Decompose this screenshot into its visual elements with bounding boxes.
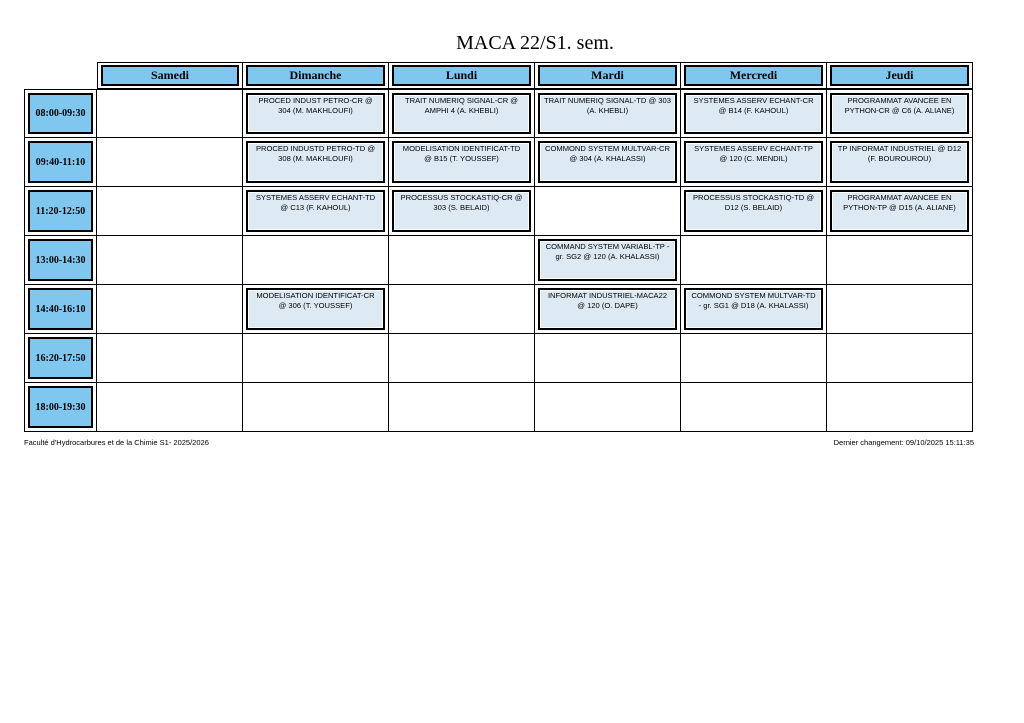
schedule-cell	[535, 138, 681, 187]
schedule-cell	[243, 334, 389, 383]
schedule-cell	[535, 285, 681, 334]
time-slot-cell	[24, 187, 97, 236]
course-entry[interactable]: SYSTEMES ASSERV ECHANT-TP @ 120 (C. MENDIL)	[684, 141, 823, 183]
schedule-cell	[243, 89, 389, 138]
schedule-cell	[827, 187, 973, 236]
footer-last-change: Dernier changement: 09/10/2025 15:11:35	[833, 438, 974, 447]
schedule-cell	[827, 89, 973, 138]
day-header: Lundi	[392, 65, 531, 86]
page-title: MACA 22/S1. sem.	[456, 32, 614, 54]
schedule-cell	[389, 89, 535, 138]
schedule-cell	[535, 236, 681, 285]
course-entry[interactable]: INFORMAT INDUSTRIEL-MACA22 @ 120 (O. DAPE)	[538, 288, 677, 330]
time-slot: 09:40-11:10	[28, 141, 93, 183]
schedule-cell	[243, 236, 389, 285]
day-header: Mercredi	[684, 65, 823, 86]
course-entry[interactable]: COMMOND SYSTEM MULTVAR-CR @ 304 (A. KHALASSI)	[538, 141, 677, 183]
time-slot-cell	[24, 138, 97, 187]
time-slot-cell	[24, 89, 97, 138]
schedule-cell	[97, 138, 243, 187]
schedule-cell	[389, 138, 535, 187]
time-slot-cell	[24, 334, 97, 383]
day-header-cell	[827, 62, 973, 89]
schedule-cell	[681, 187, 827, 236]
day-header: Jeudi	[830, 65, 969, 86]
schedule-cell	[535, 383, 681, 432]
schedule-cell	[681, 89, 827, 138]
time-slot: 08:00-09:30	[28, 93, 93, 134]
timetable-grid	[24, 62, 973, 432]
schedule-cell	[97, 383, 243, 432]
schedule-cell	[827, 236, 973, 285]
course-entry[interactable]: PROCED INDUST PETRO-CR @ 304 (M. MAKHLOUFI)	[246, 93, 385, 134]
schedule-cell	[243, 383, 389, 432]
grid-corner	[24, 62, 97, 89]
schedule-cell	[389, 334, 535, 383]
schedule-cell	[389, 383, 535, 432]
schedule-cell	[97, 236, 243, 285]
schedule-cell	[535, 89, 681, 138]
schedule-cell	[827, 138, 973, 187]
course-entry[interactable]: MODELISATION IDENTIFICAT-TD @ B15 (T. YOUSSEF)	[392, 141, 531, 183]
schedule-cell	[827, 383, 973, 432]
schedule-cell	[389, 236, 535, 285]
schedule-cell	[243, 138, 389, 187]
schedule-cell	[97, 334, 243, 383]
schedule-cell	[97, 285, 243, 334]
footer-faculty: Faculté d'Hydrocarbures et de la Chimie S1- 2025/2026	[24, 438, 209, 447]
course-entry[interactable]: TP INFORMAT INDUSTRIEL @ D12 (F. BOUROUROU)	[830, 141, 969, 183]
course-entry[interactable]: TRAIT NUMERIQ SIGNAL-TD @ 303 (A. KHEBLI)	[538, 93, 677, 134]
course-entry[interactable]: COMMOND SYSTEM MULTVAR-TD - gr. SG1 @ D18 (A. KHALASSI)	[684, 288, 823, 330]
day-header-cell	[97, 62, 243, 89]
course-entry[interactable]: PROGRAMMAT AVANCEE EN PYTHON-TP @ D15 (A. ALIANE)	[830, 190, 969, 232]
schedule-cell	[243, 187, 389, 236]
schedule-cell	[681, 383, 827, 432]
day-header-cell	[389, 62, 535, 89]
time-slot: 14:40-16:10	[28, 288, 93, 330]
course-entry[interactable]: MODELISATION IDENTIFICAT-CR @ 306 (T. YOUSSEF)	[246, 288, 385, 330]
schedule-cell	[681, 334, 827, 383]
day-header: Samedi	[101, 65, 239, 86]
time-slot: 18:00-19:30	[28, 386, 93, 428]
time-slot: 11:20-12:50	[28, 190, 93, 232]
day-header: Mardi	[538, 65, 677, 86]
schedule-cell	[97, 89, 243, 138]
schedule-cell	[681, 236, 827, 285]
schedule-cell	[681, 138, 827, 187]
day-header-cell	[243, 62, 389, 89]
schedule-cell	[827, 334, 973, 383]
time-slot-cell	[24, 236, 97, 285]
course-entry[interactable]: PROCED INDUSTD PETRO-TD @ 308 (M. MAKHLOUFI)	[246, 141, 385, 183]
time-slot-cell	[24, 383, 97, 432]
course-entry[interactable]: SYSTEMES ASSERV ECHANT-CR @ B14 (F. KAHOUL)	[684, 93, 823, 134]
time-slot: 16:20-17:50	[28, 337, 93, 379]
course-entry[interactable]: PROCESSUS STOCKASTIQ-TD @ D12 (S. BELAID)	[684, 190, 823, 232]
schedule-cell	[243, 285, 389, 334]
schedule-cell	[827, 285, 973, 334]
schedule-cell	[97, 187, 243, 236]
schedule-cell	[535, 187, 681, 236]
course-entry[interactable]: PROGRAMMAT AVANCEE EN PYTHON-CR @ C6 (A. ALIANE)	[830, 93, 969, 134]
schedule-cell	[389, 187, 535, 236]
day-header-cell	[535, 62, 681, 89]
day-header: Dimanche	[246, 65, 385, 86]
course-entry[interactable]: TRAIT NUMERIQ SIGNAL-CR @ AMPHI 4 (A. KHEBLI)	[392, 93, 531, 134]
time-slot-cell	[24, 285, 97, 334]
schedule-cell	[389, 285, 535, 334]
course-entry[interactable]: PROCESSUS STOCKASTIQ-CR @ 303 (S. BELAID)	[392, 190, 531, 232]
schedule-cell	[535, 334, 681, 383]
schedule-cell	[681, 285, 827, 334]
course-entry[interactable]: SYSTEMES ASSERV ECHANT-TD @ C13 (F. KAHOUL)	[246, 190, 385, 232]
time-slot: 13:00-14:30	[28, 239, 93, 281]
course-entry[interactable]: COMMAND SYSTEM VARIABL-TP - gr. SG2 @ 120 (A. KHALASSI)	[538, 239, 677, 281]
day-header-cell	[681, 62, 827, 89]
